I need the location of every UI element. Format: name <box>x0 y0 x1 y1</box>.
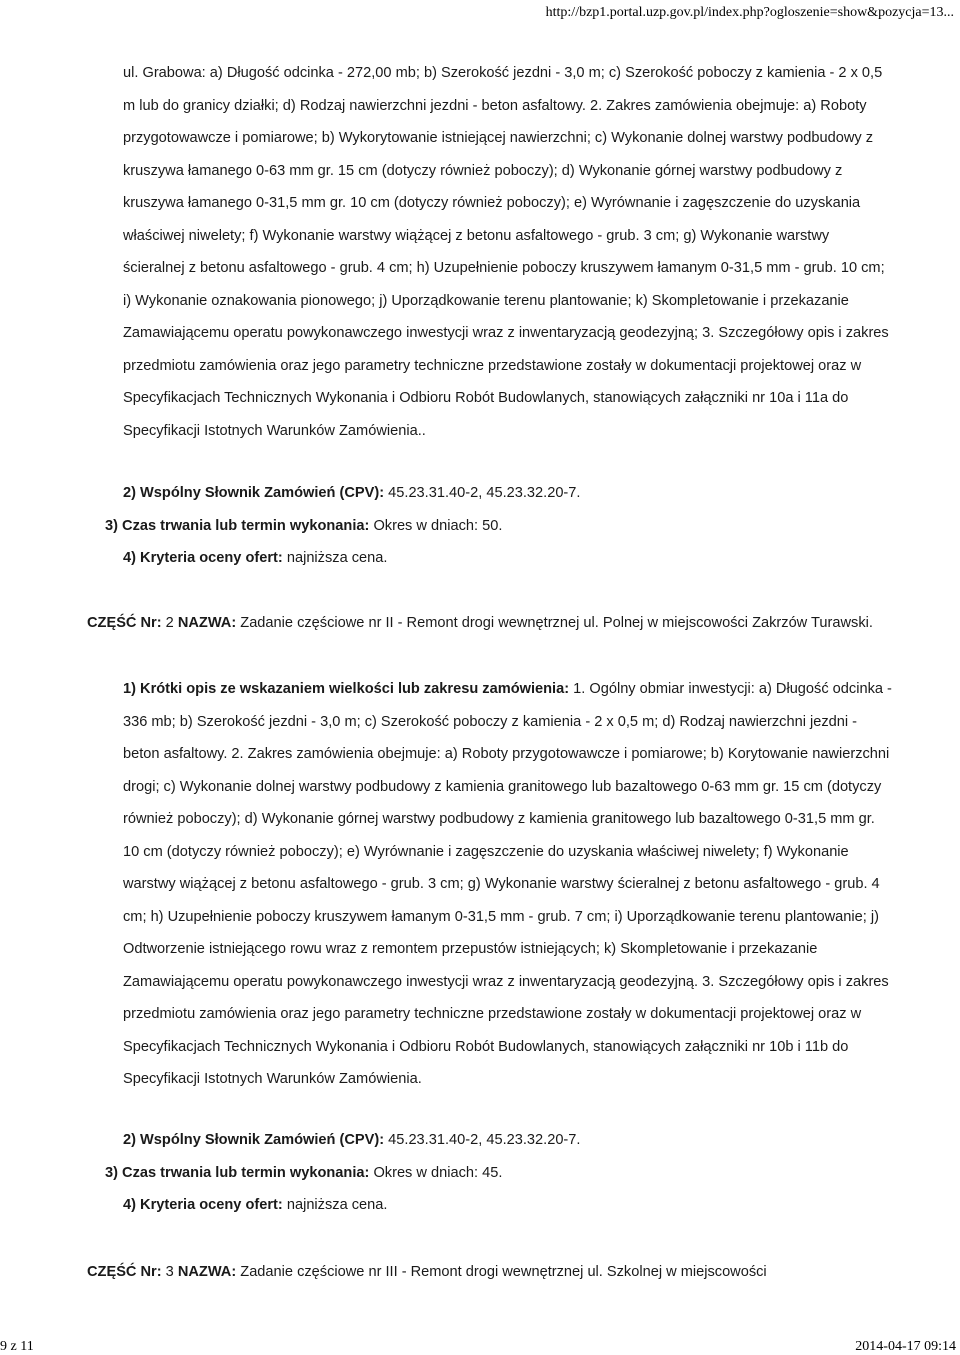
name-label: NAZWA: <box>177 1264 237 1280</box>
cpv-label: 2) Wspólny Słownik Zamówień (CPV): <box>123 485 385 501</box>
page-number: 9 z 11 <box>0 1339 34 1354</box>
part1-criteria <box>123 548 387 568</box>
part2-criteria <box>123 1195 387 1215</box>
cpv-value: 45.23.31.40-2, 45.23.32.20-7. <box>388 1132 581 1148</box>
cpv-label: 2) Wspólny Słownik Zamówień (CPV): <box>123 1132 385 1148</box>
part1-cpv <box>123 483 580 503</box>
name-label: NAZWA: <box>177 615 237 631</box>
desc-label: 1) Krótki opis ze wskazaniem wielkości lub zakresu zamówienia: <box>123 681 570 697</box>
duration-label: 3) Czas trwania lub termin wykonania: <box>105 1165 370 1181</box>
criteria-label: 4) Kryteria oceny ofert: <box>123 1197 283 1213</box>
name-value: Zadanie częściowe nr II - Remont drogi wewnętrznej ul. Polnej w miejscowości Zakrzów Turawski. <box>240 615 873 631</box>
part3-title <box>87 1256 887 1288</box>
part1-description: ul. Grabowa: a) Długość odcinka - 272,00 mb; b) Szerokość jezdni - 3,0 m; c) Szerokość poboczy z kamienia - 2 x 0,5 m lub do granicy działki; d) Rodzaj nawierzchni jezdni - beton asfaltowy. 2. Zakres zamówienia obejmuje: a) Roboty przygotowawcze i pomiarowe; b) Wykorytowanie istniejącej nawierzchni; c) Wykonanie dolnej warstwy podbudowy z kruszywa łamanego 0-63 mm gr. 15 cm (dotyczy również poboczy); d) Wykonanie górnej warstwy podbudowy z kruszywa łamanego 0-31,5 mm gr. 10 cm (dotyczy również poboczy); e) Wyrównanie i zagęszczenie do uzyskania właściwej niwelety; f) Wykonanie warstwy wiążącej z betonu asfaltowego - grub. 3 cm; g) Wykonanie warstwy ścieralnej z betonu asfaltowego - grub. 4 cm; h) Uzupełnienie poboczy kruszywem łamanym 0-31,5 mm - grub. 10 cm; i) Wykonanie oznakowania pionowego; j) Uporządkowanie terenu plantowanie; k) Skompletowanie i przekazanie Zamawiającemu operatu powykonawczego inwestycji wraz z inwentaryzacją geodezyjną; 3. Szczegółowy opis i zakres przedmiotu zamówienia oraz jego parametry techniczne przedstawione zostały w dokumentacji projektowej oraz w Specyfikacjach Technicznych Wykonania i Odbioru Robót Budowlanych, stanowiących załączniki nr 10a i 11a do Specyfikacji Istotnych Warunków Zamówienia.. <box>123 65 889 439</box>
print-timestamp: 2014-04-17 09:14 <box>855 1339 956 1354</box>
part2-description <box>123 673 893 1096</box>
cpv-value: 45.23.31.40-2, 45.23.32.20-7. <box>388 485 581 501</box>
part-label: CZĘŚĆ Nr: <box>87 1264 162 1280</box>
criteria-value: najniższa cena. <box>286 1197 388 1213</box>
part-number: 3 <box>165 1264 174 1280</box>
part-number: 2 <box>165 615 174 631</box>
page-header-url: http://bzp1.portal.uzp.gov.pl/index.php?ogloszenie=show&pozycja=13... <box>545 5 954 20</box>
part2-title <box>87 607 887 639</box>
desc-value: 1. Ogólny obmiar inwestycji: a) Długość odcinka - 336 mb; b) Szerokość jezdni - 3,0 m; c) Szerokość poboczy z kamienia - 2 x 0,5 m; d) Rodzaj nawierzchni jezdni - beton asfaltowy. 2. Zakres zamówienia obejmuje: a) Roboty przygotowawcze i pomiarowe; b) Korytowanie nawierzchni drogi; c) Wykonanie dolnej warstwy podbudowy z kamienia granitowego lub bazaltowego 0-63 mm gr. 15 cm (dotyczy również poboczy); d) Wykonanie górnej warstwy podbudowy z kamienia granitowego lub bazaltowego 0-31,5 mm gr. 10 cm (dotyczy również poboczy); e) Wyrównanie i zagęszczenie do uzyskania właściwej niwelety; f) Wykonanie warstwy wiążącej z betonu asfaltowego - grub. 3 cm; g) Wykonanie warstwy ścieralnej z betonu asfaltowego - grub. 4 cm; h) Uzupełnienie poboczy kruszywem łamanym 0-31,5 mm - grub. 7 cm; i) Uporządkowanie terenu plantowanie; j) Odtworzenie istniejącego rowu wraz z remontem przepustów istniejących; k) Skompletowanie i przekazanie Zamawiającemu operatu powykonawczego inwestycji wraz z inwentaryzacją geodezyjną. 3. Szczegółowy opis i zakres przedmiotu zamówienia oraz jego parametry techniczne przedstawione zostały w dokumentacji projektowej oraz w Specyfikacjach Technicznych Wykonania i Odbioru Robót Budowlanych, stanowiących załączniki nr 10b i 11b do Specyfikacji Istotnych Warunków Zamówienia. <box>123 681 892 1087</box>
name-value: Zadanie częściowe nr III - Remont drogi wewnętrznej ul. Szkolnej w miejscowości <box>240 1264 767 1280</box>
duration-value: Okres w dniach: 45. <box>373 1165 503 1181</box>
criteria-label: 4) Kryteria oceny ofert: <box>123 550 283 566</box>
part1-duration <box>105 516 502 536</box>
duration-label: 3) Czas trwania lub termin wykonania: <box>105 518 370 534</box>
criteria-value: najniższa cena. <box>286 550 388 566</box>
part-label: CZĘŚĆ Nr: <box>87 615 162 631</box>
part2-cpv <box>123 1130 580 1150</box>
duration-value: Okres w dniach: 50. <box>373 518 503 534</box>
part2-duration <box>105 1163 502 1183</box>
